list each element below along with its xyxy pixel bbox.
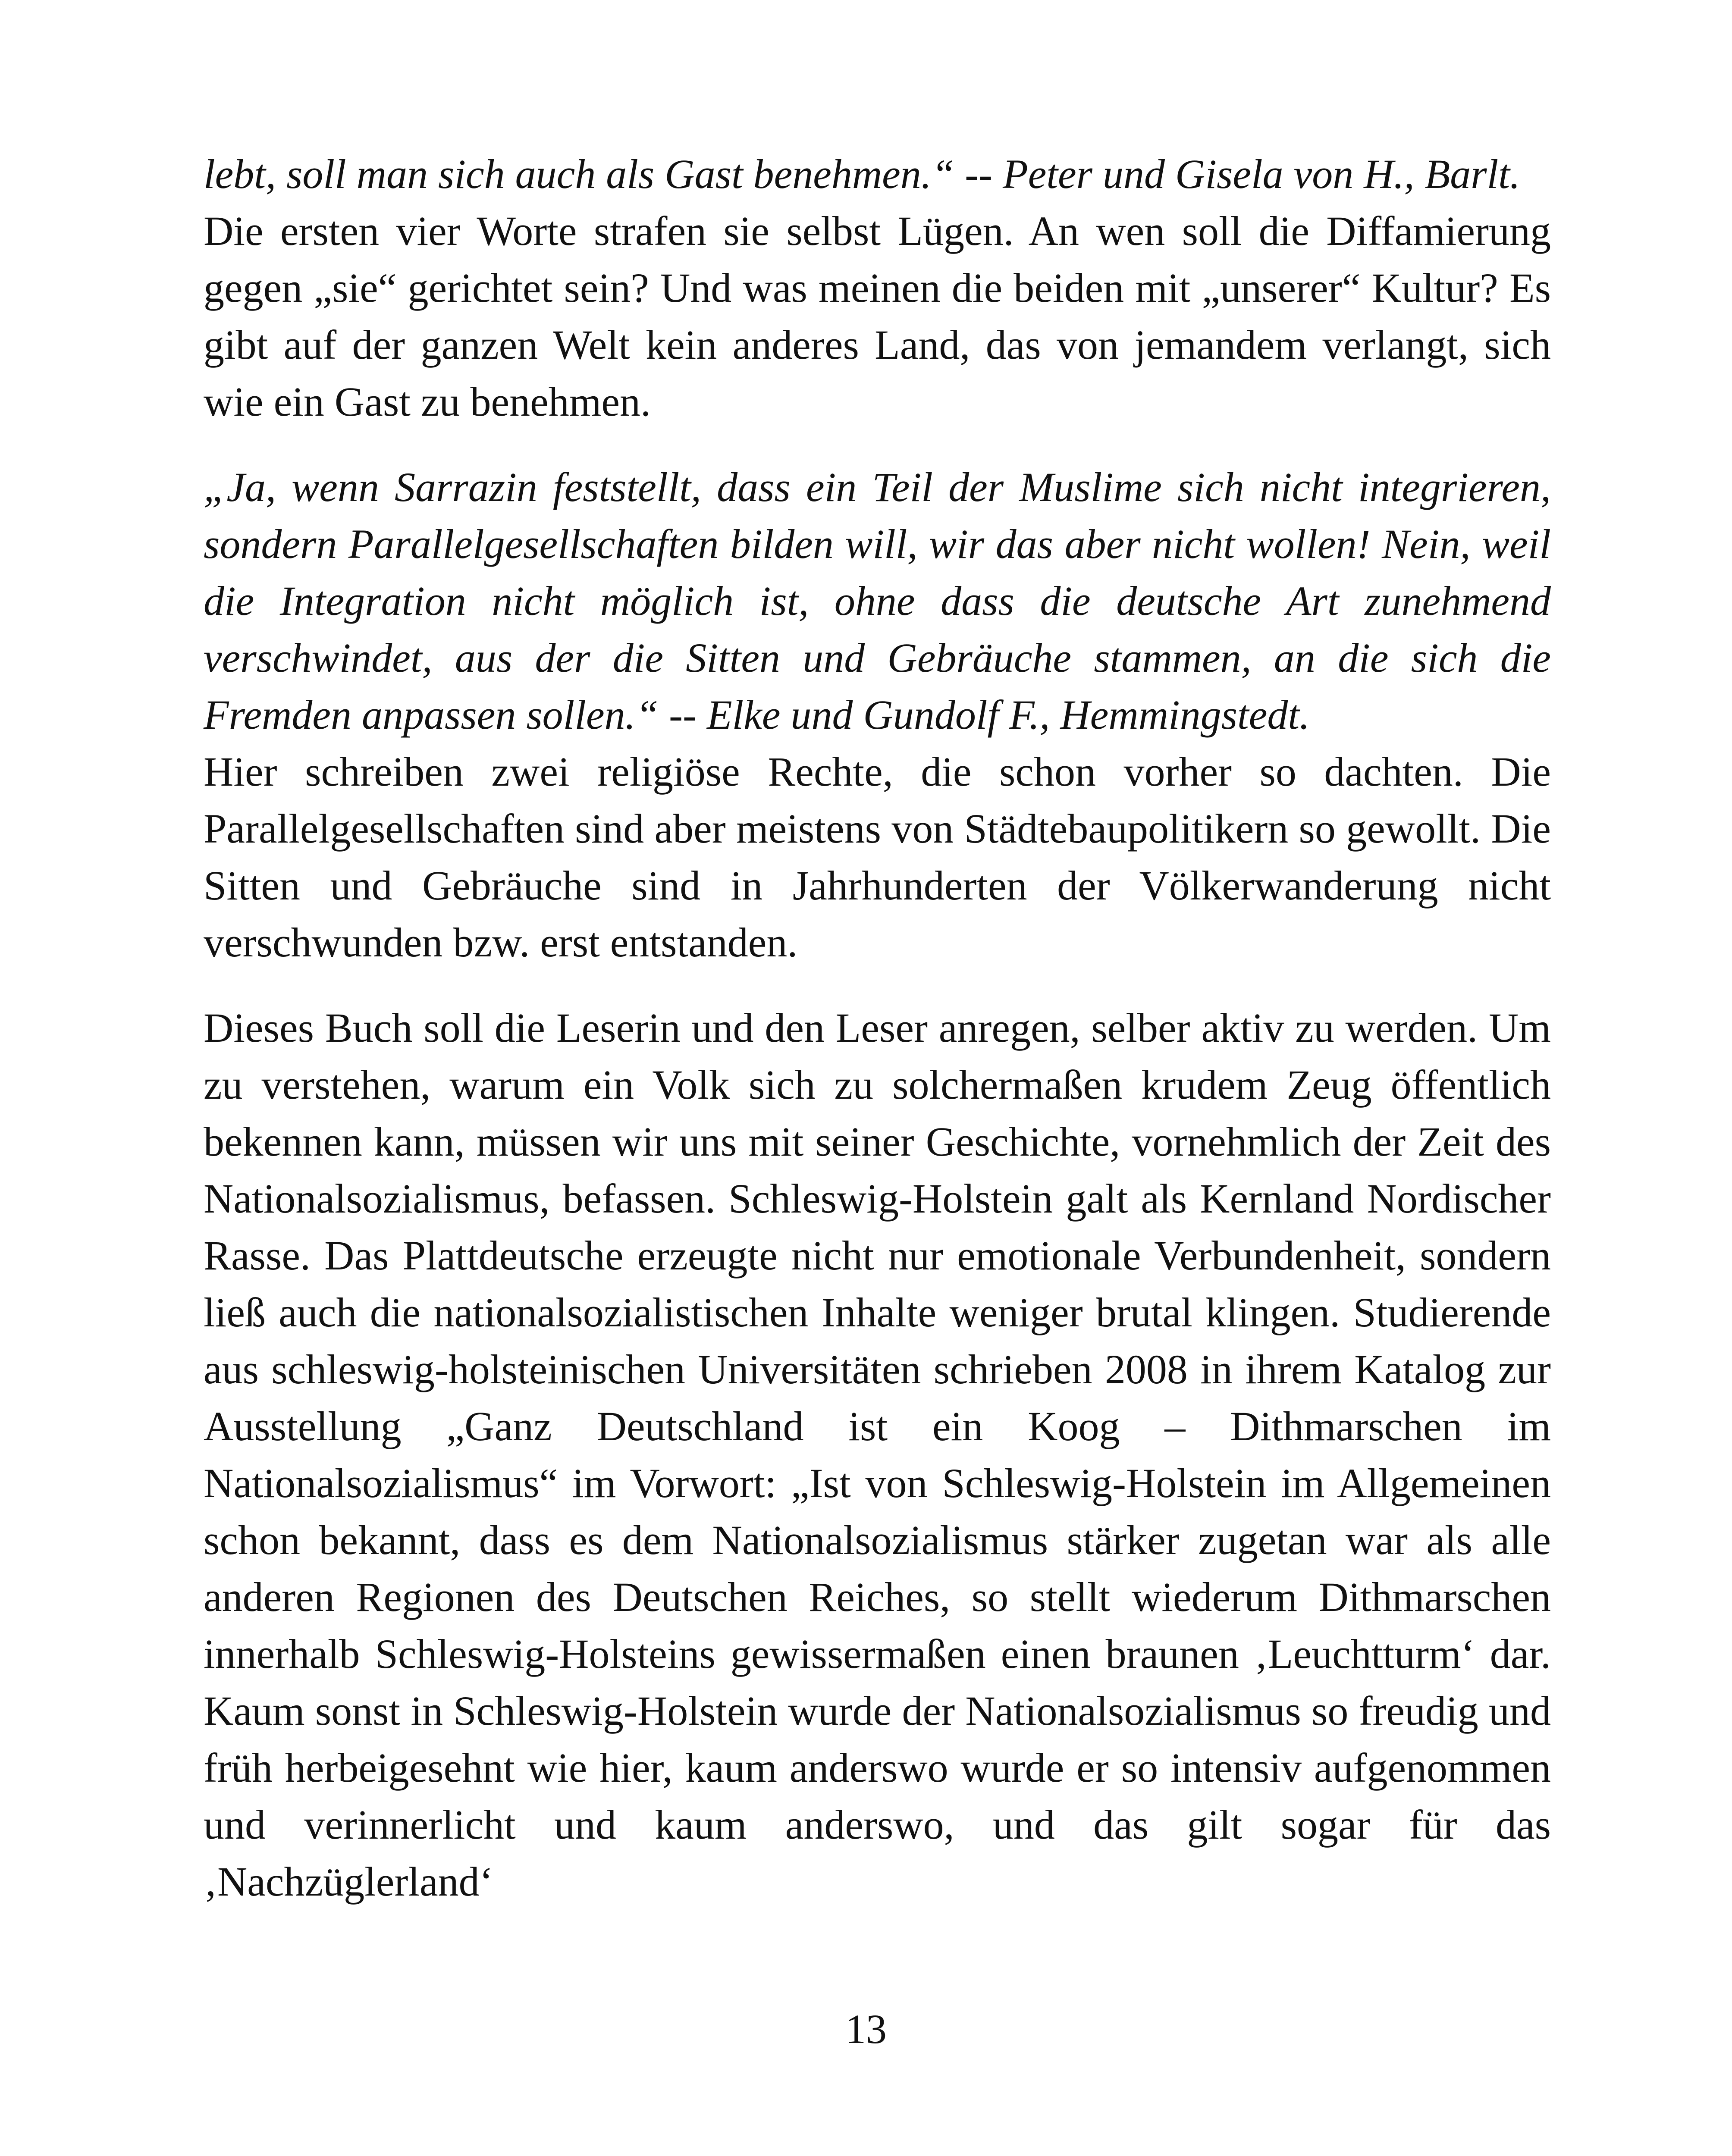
quote-peter-gisela: lebt, soll man sich auch als Gast benehmen.“ -- Peter und Gisela von H., Barlt. (204, 151, 1520, 197)
body-paragraph-book-intro: Dieses Buch soll die Leserin und den Leser anregen, selber aktiv zu werden. Um zu verstehen, warum ein Volk sich zu solchermaßen krudem Zeug öffentlich bekennen kann, müssen wir uns mit seiner Geschichte, vornehmlich der Zeit des Nationalsozialismus, befassen. Schleswig-Holstein galt als Kernland Nordischer Rasse. Das Plattdeutsche erzeugte nicht nur emotionale Verbundenheit, sondern ließ auch die nationalsozialistischen Inhalte weniger brutal klingen. Studierende aus schleswig-holsteinischen Universitäten schrieben 2008 in ihrem Katalog zur Ausstellung „Ganz Deutschland ist ein Koog – Dithmarschen im Nationalsozialismus“ im Vorwort: „Ist von Schleswig-Holstein im Allgemeinen schon bekannt, dass es dem Nationalsozialismus stärker zugetan war als alle anderen Regionen des Deutschen Reiches, so stellt wiederum Dithmarschen innerhalb Schleswig-Holsteins gewissermaßen einen braunen ‚Leuchtturm‘ dar. Kaum sonst in Schleswig-Holstein wurde der Nationalsozialismus so freudig und früh herbeigesehnt wie hier, kaum anderswo wurde er so intensiv aufgenommen und verinnerlicht und kaum anderswo, und das gilt sogar für das ‚Nachzüglerland‘ (204, 1005, 1551, 1905)
paragraph-2 (204, 459, 1551, 971)
paragraph-1 (204, 146, 1551, 430)
paragraph-3 (204, 1000, 1551, 1910)
quote-elke-gundolf: „Ja, wenn Sarrazin feststellt, dass ein Teil der Muslime sich nicht integrieren, sondern Parallelgesellschaften bilden will, wir das aber nicht wollen! Nein, weil die Integration nicht möglich ist, ohne dass die deutsche Art zunehmend verschwindet, aus der die Sitten und Gebräuche stammen, an die sich die Fremden anpassen sollen.“ -- Elke und Gundolf F., Hemmingstedt. (204, 464, 1551, 738)
commentary-1: Die ersten vier Worte strafen sie selbst Lügen. An wen soll die Diffamierung gegen „sie“ gerichtet sein? Und was meinen die beiden mit „unserer“ Kultur? Es gibt auf der ganzen Welt kein anderes Land, das von jemandem verlangt, sich wie ein Gast zu benehmen. (204, 208, 1551, 425)
page-number: 13 (845, 2006, 887, 2052)
commentary-2: Hier schreiben zwei religiöse Rechte, die schon vorher so dachten. Die Parallelgesellschaften sind aber meistens von Städtebaupolitikern so gewollt. Die Sitten und Gebräuche sind in Jahrhunderten der Völkerwanderung nicht verschwunden bzw. erst entstanden. (204, 749, 1551, 965)
body-text (204, 146, 1551, 1910)
